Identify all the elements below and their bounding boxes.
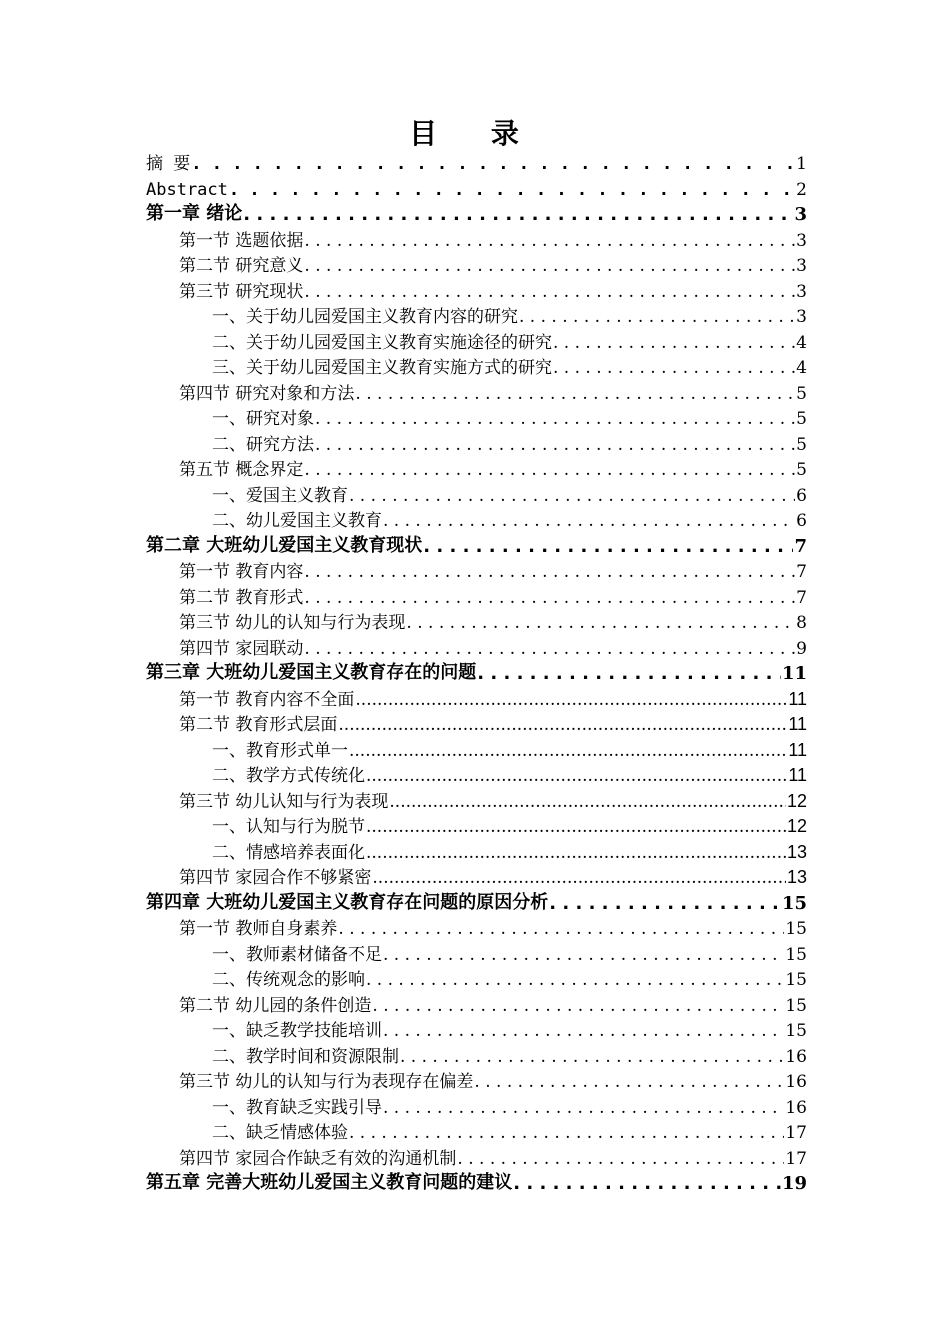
toc-entry-page-number: 7 xyxy=(796,562,807,582)
toc-entry-label: 第二节 幼儿园的条件创造 xyxy=(179,995,372,1016)
dot-leader xyxy=(366,817,786,837)
toc-entry-page-number: 3 xyxy=(796,230,807,251)
toc-entry-label: 第四章 大班幼儿爱国主义教育存在问题的原因分析 xyxy=(146,891,549,913)
toc-entry[interactable] xyxy=(212,303,807,327)
toc-entry[interactable] xyxy=(212,966,807,990)
toc-entry-page-number: 1 xyxy=(796,154,807,174)
dot-leader xyxy=(477,663,781,684)
toc-entry[interactable] xyxy=(212,813,807,837)
toc-entry-page-number: 4 xyxy=(796,332,807,353)
toc-entry[interactable] xyxy=(179,915,807,939)
toc-entry-label: 第二节 研究意义 xyxy=(179,256,304,276)
toc-entry-label: 二、教学方式传统化 xyxy=(212,766,365,786)
dot-leader xyxy=(355,384,795,404)
dot-leader xyxy=(389,792,786,812)
toc-entry[interactable] xyxy=(179,456,807,480)
dot-leader xyxy=(383,511,795,531)
toc-entry[interactable] xyxy=(212,405,807,429)
toc-entry-label: 第一节 教育内容 xyxy=(179,562,304,582)
toc-entry-label: Abstract xyxy=(146,179,228,200)
toc-entry-page-number: 11 xyxy=(788,765,807,785)
toc-entry-label: 第四节 研究对象和方法 xyxy=(179,383,355,404)
toc-entry-label: 一、认知与行为脱节 xyxy=(212,817,365,837)
toc-entry[interactable] xyxy=(179,252,807,276)
toc-entry-page-number: 16 xyxy=(785,1046,807,1067)
toc-entry-label: 一、教育形式单一 xyxy=(212,740,348,761)
toc-entry-page-number: 3 xyxy=(796,256,807,276)
toc-entry-label: 第四节 家园联动 xyxy=(179,638,304,659)
dot-leader xyxy=(457,1149,784,1169)
toc-entry-label: 一、缺乏教学技能培训 xyxy=(212,1021,382,1041)
dot-leader xyxy=(553,358,795,378)
toc-entry-page-number: 15 xyxy=(785,944,807,965)
toc-entry[interactable] xyxy=(146,201,807,225)
toc-entry-page-number: 3 xyxy=(796,307,807,327)
toc-entry[interactable] xyxy=(146,150,807,174)
dot-leader xyxy=(519,307,795,327)
toc-entry-label: 第一节 教育内容不全面 xyxy=(179,689,355,710)
toc-entry-label: 第五章 完善大班幼儿爱国主义教育问题的建议 xyxy=(146,1172,513,1193)
toc-entry[interactable] xyxy=(212,329,807,353)
dot-leader xyxy=(304,231,795,251)
toc-entry-label: 第三章 大班幼儿爱国主义教育存在的问题 xyxy=(146,662,477,683)
toc-entry-label: 二、情感培养表面化 xyxy=(212,842,365,863)
toc-entry-label: 摘 要 xyxy=(146,154,191,174)
toc-entry-label: 三、关于幼儿园爱国主义教育实施方式的研究 xyxy=(212,358,552,378)
toc-entry-page-number: 13 xyxy=(786,867,807,887)
toc-entry-label: 二、传统观念的影响 xyxy=(212,970,365,990)
toc-entry[interactable] xyxy=(179,227,807,251)
toc-entry-page-number: 15 xyxy=(785,1021,807,1041)
toc-entry-label: 第三节 研究现状 xyxy=(179,281,304,302)
dot-leader xyxy=(349,741,787,761)
toc-entry[interactable] xyxy=(212,1094,807,1118)
dot-leader xyxy=(304,562,795,582)
dot-leader xyxy=(383,1021,784,1041)
toc-entry-page-number: 15 xyxy=(785,995,807,1016)
toc-entry[interactable] xyxy=(212,737,807,761)
dot-leader xyxy=(366,766,787,786)
dot-leader xyxy=(400,1047,784,1067)
toc-entry-label: 二、缺乏情感体验 xyxy=(212,1123,348,1143)
dot-leader xyxy=(372,868,786,888)
toc-entry-page-number: 11 xyxy=(781,663,807,684)
toc-entry[interactable] xyxy=(146,660,807,684)
dot-leader xyxy=(315,435,795,455)
toc-entry-page-number: 6 xyxy=(796,511,807,531)
toc-entry-label: 二、研究方法 xyxy=(212,434,314,455)
dot-leader xyxy=(304,282,795,302)
toc-entry[interactable] xyxy=(179,1068,807,1092)
toc-entry[interactable] xyxy=(146,1170,807,1194)
toc-entry[interactable] xyxy=(212,507,807,531)
toc-entry-page-number: 7 xyxy=(794,535,807,557)
dot-leader xyxy=(553,333,795,353)
toc-entry-label: 第三节 幼儿认知与行为表现 xyxy=(179,791,389,812)
dot-leader xyxy=(372,996,784,1016)
toc-entry[interactable] xyxy=(212,1017,807,1041)
toc-entry-page-number: 12 xyxy=(786,816,807,836)
toc-entry-page-number: 15 xyxy=(785,919,807,939)
dot-leader xyxy=(423,536,793,557)
dot-leader xyxy=(383,1098,784,1118)
toc-entry-label: 第二节 教育形式 xyxy=(179,587,304,608)
dot-leader xyxy=(338,715,787,735)
toc-entry[interactable] xyxy=(179,864,807,888)
dot-leader xyxy=(474,1072,784,1092)
toc-entry-page-number: 4 xyxy=(796,358,807,378)
dot-leader xyxy=(304,588,795,608)
toc-entry-label: 二、关于幼儿园爱国主义教育实施途径的研究 xyxy=(212,332,552,353)
toc-entry-page-number: 15 xyxy=(781,892,807,914)
toc-entry[interactable] xyxy=(212,482,807,506)
toc-entry-label: 一、教师素材储备不足 xyxy=(212,944,382,965)
toc-entry-label: 二、幼儿爱国主义教育 xyxy=(212,511,382,531)
toc-entry[interactable] xyxy=(212,431,807,455)
toc-entry[interactable] xyxy=(179,380,807,404)
toc-entry[interactable] xyxy=(212,762,807,786)
dot-leader xyxy=(366,970,784,990)
toc-entry[interactable] xyxy=(146,176,807,200)
toc-entry-page-number: 17 xyxy=(785,1123,807,1143)
dot-leader xyxy=(549,893,781,914)
dot-leader xyxy=(315,409,795,429)
toc-entry[interactable] xyxy=(179,635,807,659)
toc-entry[interactable] xyxy=(179,278,807,302)
toc-entry-page-number: 16 xyxy=(785,1097,807,1118)
toc-entry-label: 第三节 幼儿的认知与行为表现存在偏差 xyxy=(179,1072,474,1092)
toc-entry-label: 第四节 家园合作缺乏有效的沟通机制 xyxy=(179,1148,457,1169)
toc-entry-page-number: 15 xyxy=(785,970,807,990)
toc-entry-label: 一、教育缺乏实践引导 xyxy=(212,1097,382,1118)
dot-leader xyxy=(304,256,795,276)
toc-entry-page-number: 3 xyxy=(794,204,807,225)
toc-entry-page-number: 9 xyxy=(796,638,807,659)
toc-entry-label: 第五节 概念界定 xyxy=(179,460,304,480)
toc-entry-page-number: 11 xyxy=(788,739,807,760)
toc-entry-page-number: 13 xyxy=(786,841,807,862)
toc-entry-page-number: 7 xyxy=(796,587,807,608)
dot-leader xyxy=(355,690,787,710)
toc-entry[interactable] xyxy=(212,354,807,378)
toc-entry-page-number: 2 xyxy=(796,179,807,200)
dot-leader xyxy=(304,639,795,659)
toc-entry-label: 第一节 选题依据 xyxy=(179,230,304,251)
toc-entry[interactable] xyxy=(179,711,807,735)
toc-entry-page-number: 19 xyxy=(781,1173,807,1194)
toc-entry[interactable] xyxy=(179,1145,807,1169)
toc-entry-page-number: 6 xyxy=(796,485,807,506)
toc-entry-page-number: 11 xyxy=(788,688,807,709)
dot-leader xyxy=(229,180,795,200)
toc-entry-label: 一、爱国主义教育 xyxy=(212,485,348,506)
dot-leader xyxy=(383,945,784,965)
toc-entry-page-number: 8 xyxy=(796,613,807,633)
toc-entry[interactable] xyxy=(179,609,807,633)
toc-entry[interactable] xyxy=(179,686,807,710)
toc-entry-page-number: 11 xyxy=(788,714,807,734)
dot-leader xyxy=(243,204,793,225)
toc-entry-label: 第一章 绪论 xyxy=(146,203,243,224)
toc-entry-page-number: 16 xyxy=(785,1072,807,1092)
toc-entry[interactable] xyxy=(212,839,807,863)
toc-entry[interactable] xyxy=(179,558,807,582)
toc-entry-page-number: 5 xyxy=(796,460,807,480)
toc-entry-label: 第二节 教育形式层面 xyxy=(179,715,338,735)
toc-entry-page-number: 12 xyxy=(786,790,807,811)
toc-entry[interactable] xyxy=(146,533,807,557)
dot-leader xyxy=(406,613,795,633)
dot-leader xyxy=(366,843,786,863)
dot-leader xyxy=(513,1173,781,1194)
toc-entry[interactable] xyxy=(212,1043,807,1067)
toc-entry-label: 第二章 大班幼儿爱国主义教育现状 xyxy=(146,534,423,556)
dot-leader xyxy=(338,919,784,939)
dot-leader xyxy=(191,154,795,174)
toc-entry-label: 第四节 家园合作不够紧密 xyxy=(179,868,372,888)
toc-entry-label: 第一节 教师自身素养 xyxy=(179,919,338,939)
dot-leader xyxy=(349,486,795,506)
toc-entry-label: 一、关于幼儿园爱国主义教育内容的研究 xyxy=(212,307,518,327)
toc-entry[interactable] xyxy=(179,992,807,1016)
toc-entry[interactable] xyxy=(179,788,807,812)
toc-entry-label: 二、教学时间和资源限制 xyxy=(212,1046,399,1067)
toc-entry-page-number: 5 xyxy=(796,383,807,404)
toc-entry-page-number: 3 xyxy=(796,281,807,302)
toc-entry-label: 一、研究对象 xyxy=(212,409,314,429)
toc-title: 目 录 xyxy=(409,117,541,150)
toc-entry-label: 第三节 幼儿的认知与行为表现 xyxy=(179,613,406,633)
toc-entry[interactable] xyxy=(179,584,807,608)
toc-entry[interactable] xyxy=(146,890,807,914)
dot-leader xyxy=(304,460,795,480)
dot-leader xyxy=(349,1123,784,1143)
toc-entry-page-number: 17 xyxy=(785,1148,807,1169)
toc-entry-page-number: 5 xyxy=(796,409,807,429)
toc-entry[interactable] xyxy=(212,941,807,965)
toc-entry[interactable] xyxy=(212,1119,807,1143)
toc-entry-page-number: 5 xyxy=(796,434,807,455)
